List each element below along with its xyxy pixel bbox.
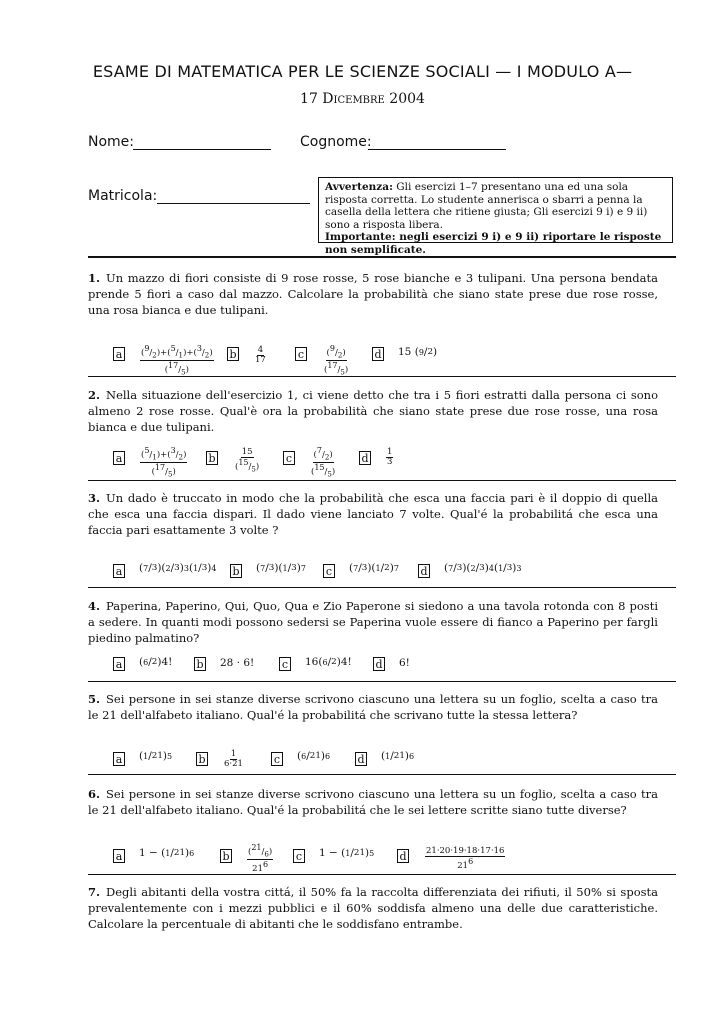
option-box-a[interactable]: a bbox=[113, 752, 125, 766]
question-text: Un mazzo di fiori consiste di 9 rose rosse, 5 rose bianche e 3 tulipani. Una persona bendata prende 5 fiori a caso dal mazzo. Calcolare la probabilità che siano state prese due rose rosse, una rosa bianca e due tulipani. bbox=[88, 271, 658, 317]
option-b-math: 28 · 6! bbox=[220, 657, 255, 669]
option-box-a[interactable]: a bbox=[113, 451, 125, 465]
question-number: 7. bbox=[88, 885, 101, 899]
question-number: 3. bbox=[88, 491, 101, 505]
option-box-d[interactable]: d bbox=[397, 849, 409, 863]
option-d-math: ( 1 / 21 ) 6 bbox=[381, 750, 415, 762]
option-box-b[interactable]: b bbox=[230, 564, 242, 578]
question-5 bbox=[88, 691, 658, 723]
question-text: Sei persone in sei stanze diverse scrivono ciascuno una lettera su un foglio, scelta a caso tra le 21 dell'alfabeto italiano. Qual'é la probabilitá che le sei lettere scritte siano tutte diverse? bbox=[88, 787, 658, 817]
nome-field[interactable] bbox=[133, 149, 271, 150]
question-divider bbox=[88, 874, 676, 875]
option-box-c[interactable]: c bbox=[295, 347, 307, 361]
option-d-math: ( 7 / 3 )( 2 / 3 ) 4 ( 1 / 3 ) 3 bbox=[444, 562, 522, 574]
importante-text: Importante: negli esercizi 9 i) e 9 ii) riportare le risposte non semplificate. bbox=[325, 231, 662, 256]
matricola-label: Matricola: bbox=[88, 188, 158, 204]
question-number: 1. bbox=[88, 271, 101, 285]
exam-date: 17 Dicembre 2004 bbox=[300, 91, 425, 107]
question-text: Sei persone in sei stanze diverse scrivono ciascuno una lettera su un foglio, scelta a caso tra le 21 dell'alfabeto italiano. Qual'é la probabilitá che scrivano tutte la stessa lettera? bbox=[88, 692, 658, 722]
question-7 bbox=[88, 884, 658, 932]
question-text: Nella situazione dell'esercizio 1, ci viene detto che tra i 5 fiori estratti dalla persona ci sono almeno 2 rose rosse. Qual'è ora la probabilità che siano state prese due rose rosse, una rosa bianca e due tulipani. bbox=[88, 388, 658, 434]
header-divider bbox=[88, 256, 676, 258]
option-b-math: $\frac{1}{6\cdot 21}$ bbox=[224, 749, 243, 769]
option-box-d[interactable]: d bbox=[355, 752, 367, 766]
cognome-label: Cognome: bbox=[300, 134, 372, 150]
option-c-math: $\frac{(^7/_2)}{(^{15}/_5)}$ bbox=[311, 446, 336, 479]
option-a-math: $\frac{(^5/_1)+(^3/_2)}{(^{17}/_5)}$ bbox=[141, 446, 187, 479]
warning-box bbox=[318, 177, 673, 256]
option-box-c[interactable]: c bbox=[271, 752, 283, 766]
option-box-c[interactable]: c bbox=[279, 657, 291, 671]
option-box-d[interactable]: d bbox=[372, 347, 384, 361]
question-text: Paperina, Paperino, Qui, Quo, Qua e Zio Paperone si siedono a una tavola rotonda con 8 posti a sedere. In quanti modi possono sedersi se Paperina vuole essere di fianco a Paperino per fargli piedino palmatino? bbox=[88, 599, 658, 645]
question-number: 5. bbox=[88, 692, 101, 706]
option-b-math: $\frac{4}{17}$ bbox=[255, 345, 266, 365]
question-number: 2. bbox=[88, 388, 101, 402]
option-b-math: ( 7 / 3 )( 1 / 3 ) 7 bbox=[256, 562, 306, 574]
option-box-a[interactable]: a bbox=[113, 849, 125, 863]
question-text: Un dado è truccato in modo che la probabilità che esca una faccia pari è il doppio di quella che esca una faccia dispari. Il dado viene lanciato 7 volte. Qual'é la probabilitá che esca una faccia pari esattamente 3 volte ? bbox=[88, 491, 658, 537]
option-a-math: ( 7 / 3 )( 2 / 3 ) 3 ( 1 / 3 ) 4 bbox=[139, 562, 217, 574]
question-number: 4. bbox=[88, 599, 101, 613]
option-b-math: $\frac{(^{21}/_6)}{21^6}$ bbox=[248, 843, 273, 874]
exam-title: ESAME DI MATEMATICA PER LE SCIENZE SOCIALI — I MODULO A— bbox=[92, 62, 633, 81]
option-box-d[interactable]: d bbox=[418, 564, 430, 578]
question-3 bbox=[88, 490, 658, 538]
option-a-math: ( 1 / 21 ) 5 bbox=[139, 750, 173, 762]
option-box-c[interactable]: c bbox=[293, 849, 305, 863]
option-c-math: 16 ( 6 / 2 ) 4! bbox=[305, 656, 352, 668]
question-4 bbox=[88, 598, 658, 646]
option-d-math: 15 ( 9 / 2 ) bbox=[398, 346, 438, 358]
option-box-c[interactable]: c bbox=[323, 564, 335, 578]
question-1 bbox=[88, 270, 658, 318]
option-box-b[interactable]: b bbox=[194, 657, 206, 671]
option-box-b[interactable]: b bbox=[227, 347, 239, 361]
option-a-math: $\frac{(^9/_2)+(^5/_1)+(^3/_2)}{(^{17}/_5)}$ bbox=[141, 344, 213, 377]
question-divider bbox=[88, 774, 676, 775]
option-d-math: $\frac{21\cdot 20\cdot 19\cdot 18\cdot 17\cdot 16}{21^6}$ bbox=[426, 846, 505, 871]
question-6 bbox=[88, 786, 658, 818]
option-c-math: 1 − ( 1 / 21 ) 5 bbox=[319, 847, 375, 859]
option-a-math: 1 − ( 1 / 21 ) 6 bbox=[139, 847, 195, 859]
option-box-a[interactable]: a bbox=[113, 347, 125, 361]
option-box-b[interactable]: b bbox=[206, 451, 218, 465]
option-box-d[interactable]: d bbox=[359, 451, 371, 465]
question-divider bbox=[88, 480, 676, 481]
question-divider bbox=[88, 587, 676, 588]
option-b-math: $\frac{15}{(^{15}/_5)}$ bbox=[235, 447, 260, 474]
avvertenza-label: Avvertenza: bbox=[325, 181, 393, 193]
option-box-d[interactable]: d bbox=[373, 657, 385, 671]
option-box-c[interactable]: c bbox=[283, 451, 295, 465]
matricola-field[interactable] bbox=[157, 203, 310, 204]
cognome-field[interactable] bbox=[368, 149, 506, 150]
question-text: Degli abitanti della vostra cittá, il 50% fa la raccolta differenziata dei rifiuti, il 50% si sposta prevalentemente con i mezzi pubblici e il 60% soddisfa almeno una delle due caratteristiche. Calcolare la percentuale di abitanti che le soddisfano entrambe. bbox=[88, 885, 658, 931]
option-c-math: ( 7 / 3 )( 1 / 2 ) 7 bbox=[349, 562, 399, 574]
question-divider bbox=[88, 681, 676, 682]
option-box-b[interactable]: b bbox=[220, 849, 232, 863]
option-c-math: $\frac{(^9/_2)}{(^{17}/_5)}$ bbox=[324, 344, 349, 377]
option-box-a[interactable]: a bbox=[113, 564, 125, 578]
question-2 bbox=[88, 387, 658, 435]
question-number: 6. bbox=[88, 787, 101, 801]
option-d-math: 6! bbox=[399, 657, 410, 669]
option-c-math: ( 6 / 21 ) 6 bbox=[297, 750, 331, 762]
option-a-math: ( 6 / 2 ) 4! bbox=[139, 656, 173, 668]
option-box-a[interactable]: a bbox=[113, 657, 125, 671]
question-divider bbox=[88, 376, 676, 377]
option-d-math: $\frac{1}{3}$ bbox=[387, 447, 393, 467]
option-box-b[interactable]: b bbox=[196, 752, 208, 766]
avvertenza-text: Gli esercizi 1–7 presentano una ed una sola risposta corretta. Lo studente annerisca o sbarri a penna la casella della lettera che ritiene giusta; Gli esercizi 9 i) e 9 ii) sono a risposta libera. bbox=[325, 181, 648, 231]
nome-label: Nome: bbox=[88, 134, 135, 150]
